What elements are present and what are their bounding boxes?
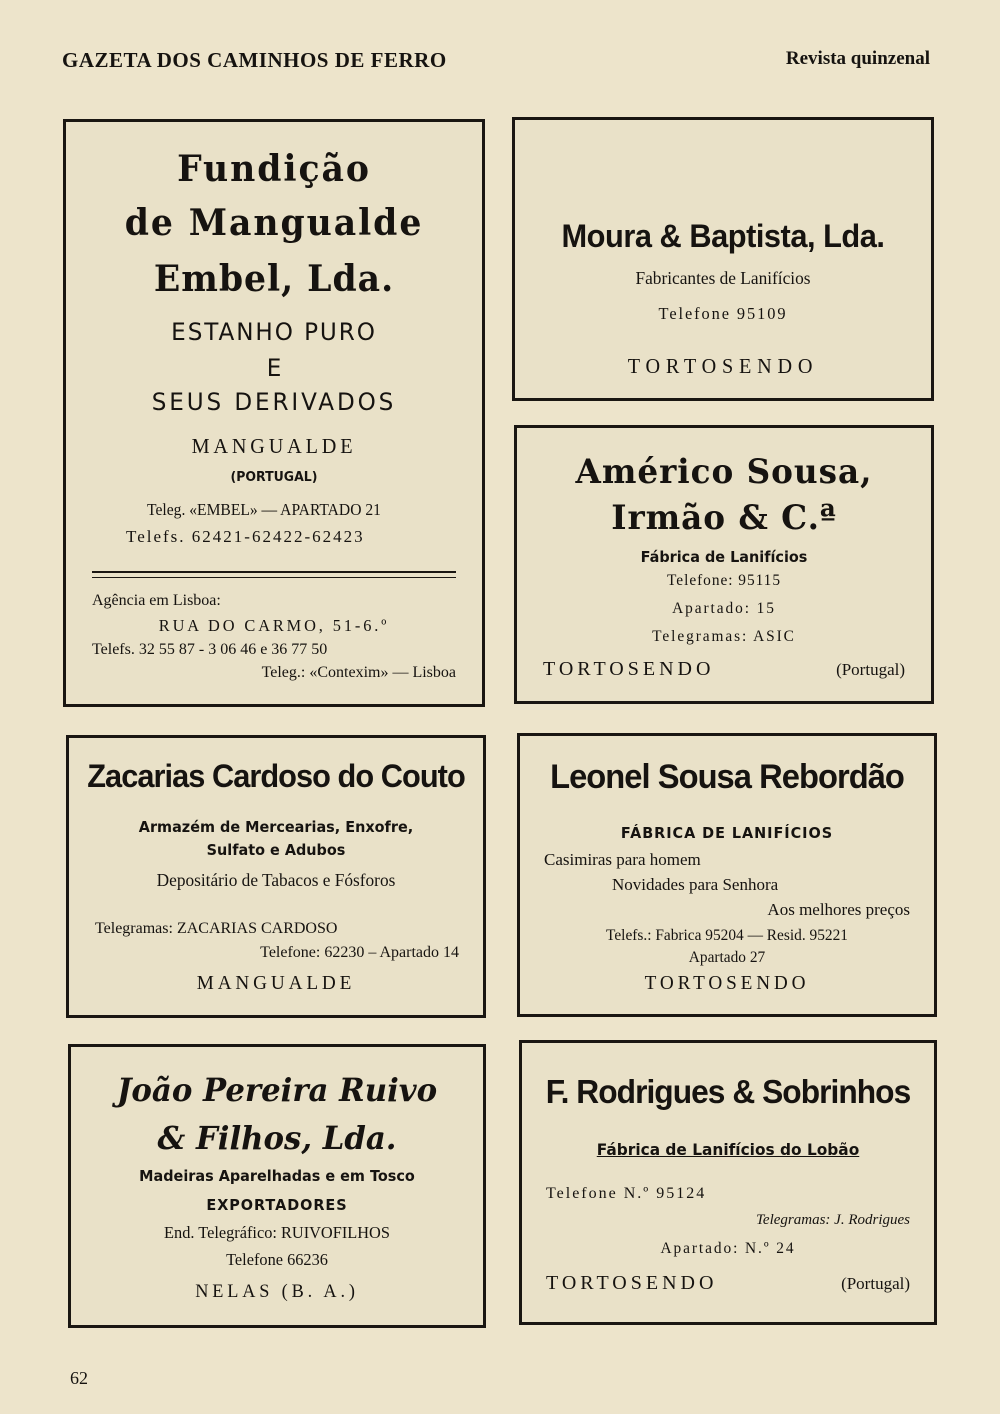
ad-city: TORTOSENDO bbox=[543, 658, 715, 680]
ad-company-name: Zacarias Cardoso do Couto bbox=[87, 758, 465, 794]
ad-phone: Telefone 66236 bbox=[226, 1250, 328, 1269]
ad-phones: Telefs.: Fabrica 95204 — Resid. 95221 bbox=[606, 927, 848, 944]
ad-description: EXPORTADORES bbox=[206, 1196, 348, 1214]
ad-company-name: & Filhos, Lda. bbox=[157, 1119, 397, 1157]
ad-company-name: Fundição bbox=[177, 148, 371, 190]
ad-f-rodrigues bbox=[519, 1040, 937, 1325]
ad-agency-address: RUA DO CARMO, 51-6.º bbox=[158, 616, 390, 635]
ad-phone: Telefone: 62230 – Apartado 14 bbox=[260, 944, 459, 961]
ad-city: TORTOSENDO bbox=[644, 972, 810, 994]
ad-description: Sulfato e Adubos bbox=[206, 841, 346, 859]
ad-phone: Telefone 95109 bbox=[658, 304, 788, 323]
divider bbox=[92, 571, 456, 573]
ad-description: Armazém de Mercearias, Enxofre, bbox=[138, 818, 414, 836]
ad-telegraph: Telegramas: ZACARIAS CARDOSO bbox=[95, 920, 338, 937]
ad-product-line: SEUS DERIVADOS bbox=[151, 388, 397, 416]
ad-country: (Portugal) bbox=[836, 660, 905, 679]
journal-subtitle: Revista quinzenal bbox=[785, 48, 930, 69]
ad-line: Casimiras para homem bbox=[544, 850, 701, 869]
ad-line: Novidades para Senhora bbox=[612, 875, 779, 894]
ad-company-name: João Pereira Ruivo bbox=[116, 1071, 438, 1109]
ad-fundicao-mangualde bbox=[63, 119, 485, 707]
ad-telegraph: Teleg. «EMBEL» — APARTADO 21 bbox=[147, 500, 381, 519]
ad-telegraph: End. Telegráfico: RUIVOFILHOS bbox=[164, 1223, 390, 1242]
ad-description: Fábrica de Lanifícios do Lobão bbox=[596, 1140, 860, 1159]
ad-agency-telegraph: Teleg.: «Contexim» — Lisboa bbox=[261, 664, 456, 681]
ad-company-name: Leonel Sousa Rebordão bbox=[550, 758, 904, 796]
ad-phones: Telefs. 62421-62422-62423 bbox=[126, 527, 365, 546]
journal-title: GAZETA DOS CAMINHOS DE FERRO bbox=[62, 48, 447, 72]
ad-po-box: Apartado: 15 bbox=[672, 600, 776, 617]
ad-telegraph: Telegramas: J. Rodrigues bbox=[755, 1212, 910, 1228]
ad-description: Madeiras Aparelhadas e em Tosco bbox=[139, 1167, 415, 1185]
ad-po-box: Apartado: N.º 24 bbox=[660, 1240, 796, 1257]
ad-po-box: Apartado 27 bbox=[688, 949, 766, 966]
ad-telegraph: Telegramas: ASIC bbox=[652, 628, 796, 645]
page-number: 62 bbox=[70, 1368, 88, 1388]
ad-city: TORTOSENDO bbox=[546, 1272, 718, 1294]
divider bbox=[92, 577, 456, 578]
ad-phone: Telefone N.º 95124 bbox=[546, 1185, 707, 1202]
ad-description: Fábrica de Lanifícios bbox=[640, 548, 808, 566]
ad-company-name: Embel, Lda. bbox=[153, 258, 395, 300]
ad-description: Depositário de Tabacos e Fósforos bbox=[156, 870, 396, 890]
ad-description: Fabricantes de Lanifícios bbox=[635, 268, 811, 288]
ad-company-name: Moura & Baptista, Lda. bbox=[561, 218, 885, 254]
ad-city: TORTOSENDO bbox=[627, 354, 819, 378]
ad-leonel-sousa bbox=[517, 733, 937, 1017]
ad-joao-pereira-ruivo bbox=[68, 1044, 486, 1328]
ad-city: MANGUALDE bbox=[196, 972, 356, 994]
ad-country: (Portugal) bbox=[841, 1274, 910, 1293]
ad-line: Aos melhores preços bbox=[767, 900, 910, 919]
ad-description: FÁBRICA DE LANIFÍCIOS bbox=[620, 824, 834, 842]
ad-company-name: Irmão & C.ª bbox=[611, 498, 837, 538]
ad-company-name: de Mangualde bbox=[124, 202, 424, 244]
ad-city: NELAS (B. A.) bbox=[195, 1281, 359, 1302]
ad-city: MANGUALDE bbox=[191, 434, 357, 458]
ad-product-line: ESTANHO PURO bbox=[171, 318, 377, 346]
ad-product-line: E bbox=[266, 354, 282, 382]
ad-company-name: Américo Sousa, bbox=[575, 452, 873, 492]
ad-agency-label: Agência em Lisboa: bbox=[92, 592, 221, 609]
ad-agency-phones: Telefs. 32 55 87 - 3 06 46 e 36 77 50 bbox=[92, 641, 328, 658]
ad-country: (PORTUGAL) bbox=[230, 470, 318, 485]
ad-zacarias-cardoso bbox=[66, 735, 486, 1018]
ad-company-name: F. Rodrigues & Sobrinhos bbox=[545, 1073, 911, 1110]
ad-americo-sousa bbox=[514, 425, 934, 704]
ad-moura-baptista bbox=[512, 117, 934, 401]
ad-phone: Telefone: 95115 bbox=[667, 572, 781, 589]
